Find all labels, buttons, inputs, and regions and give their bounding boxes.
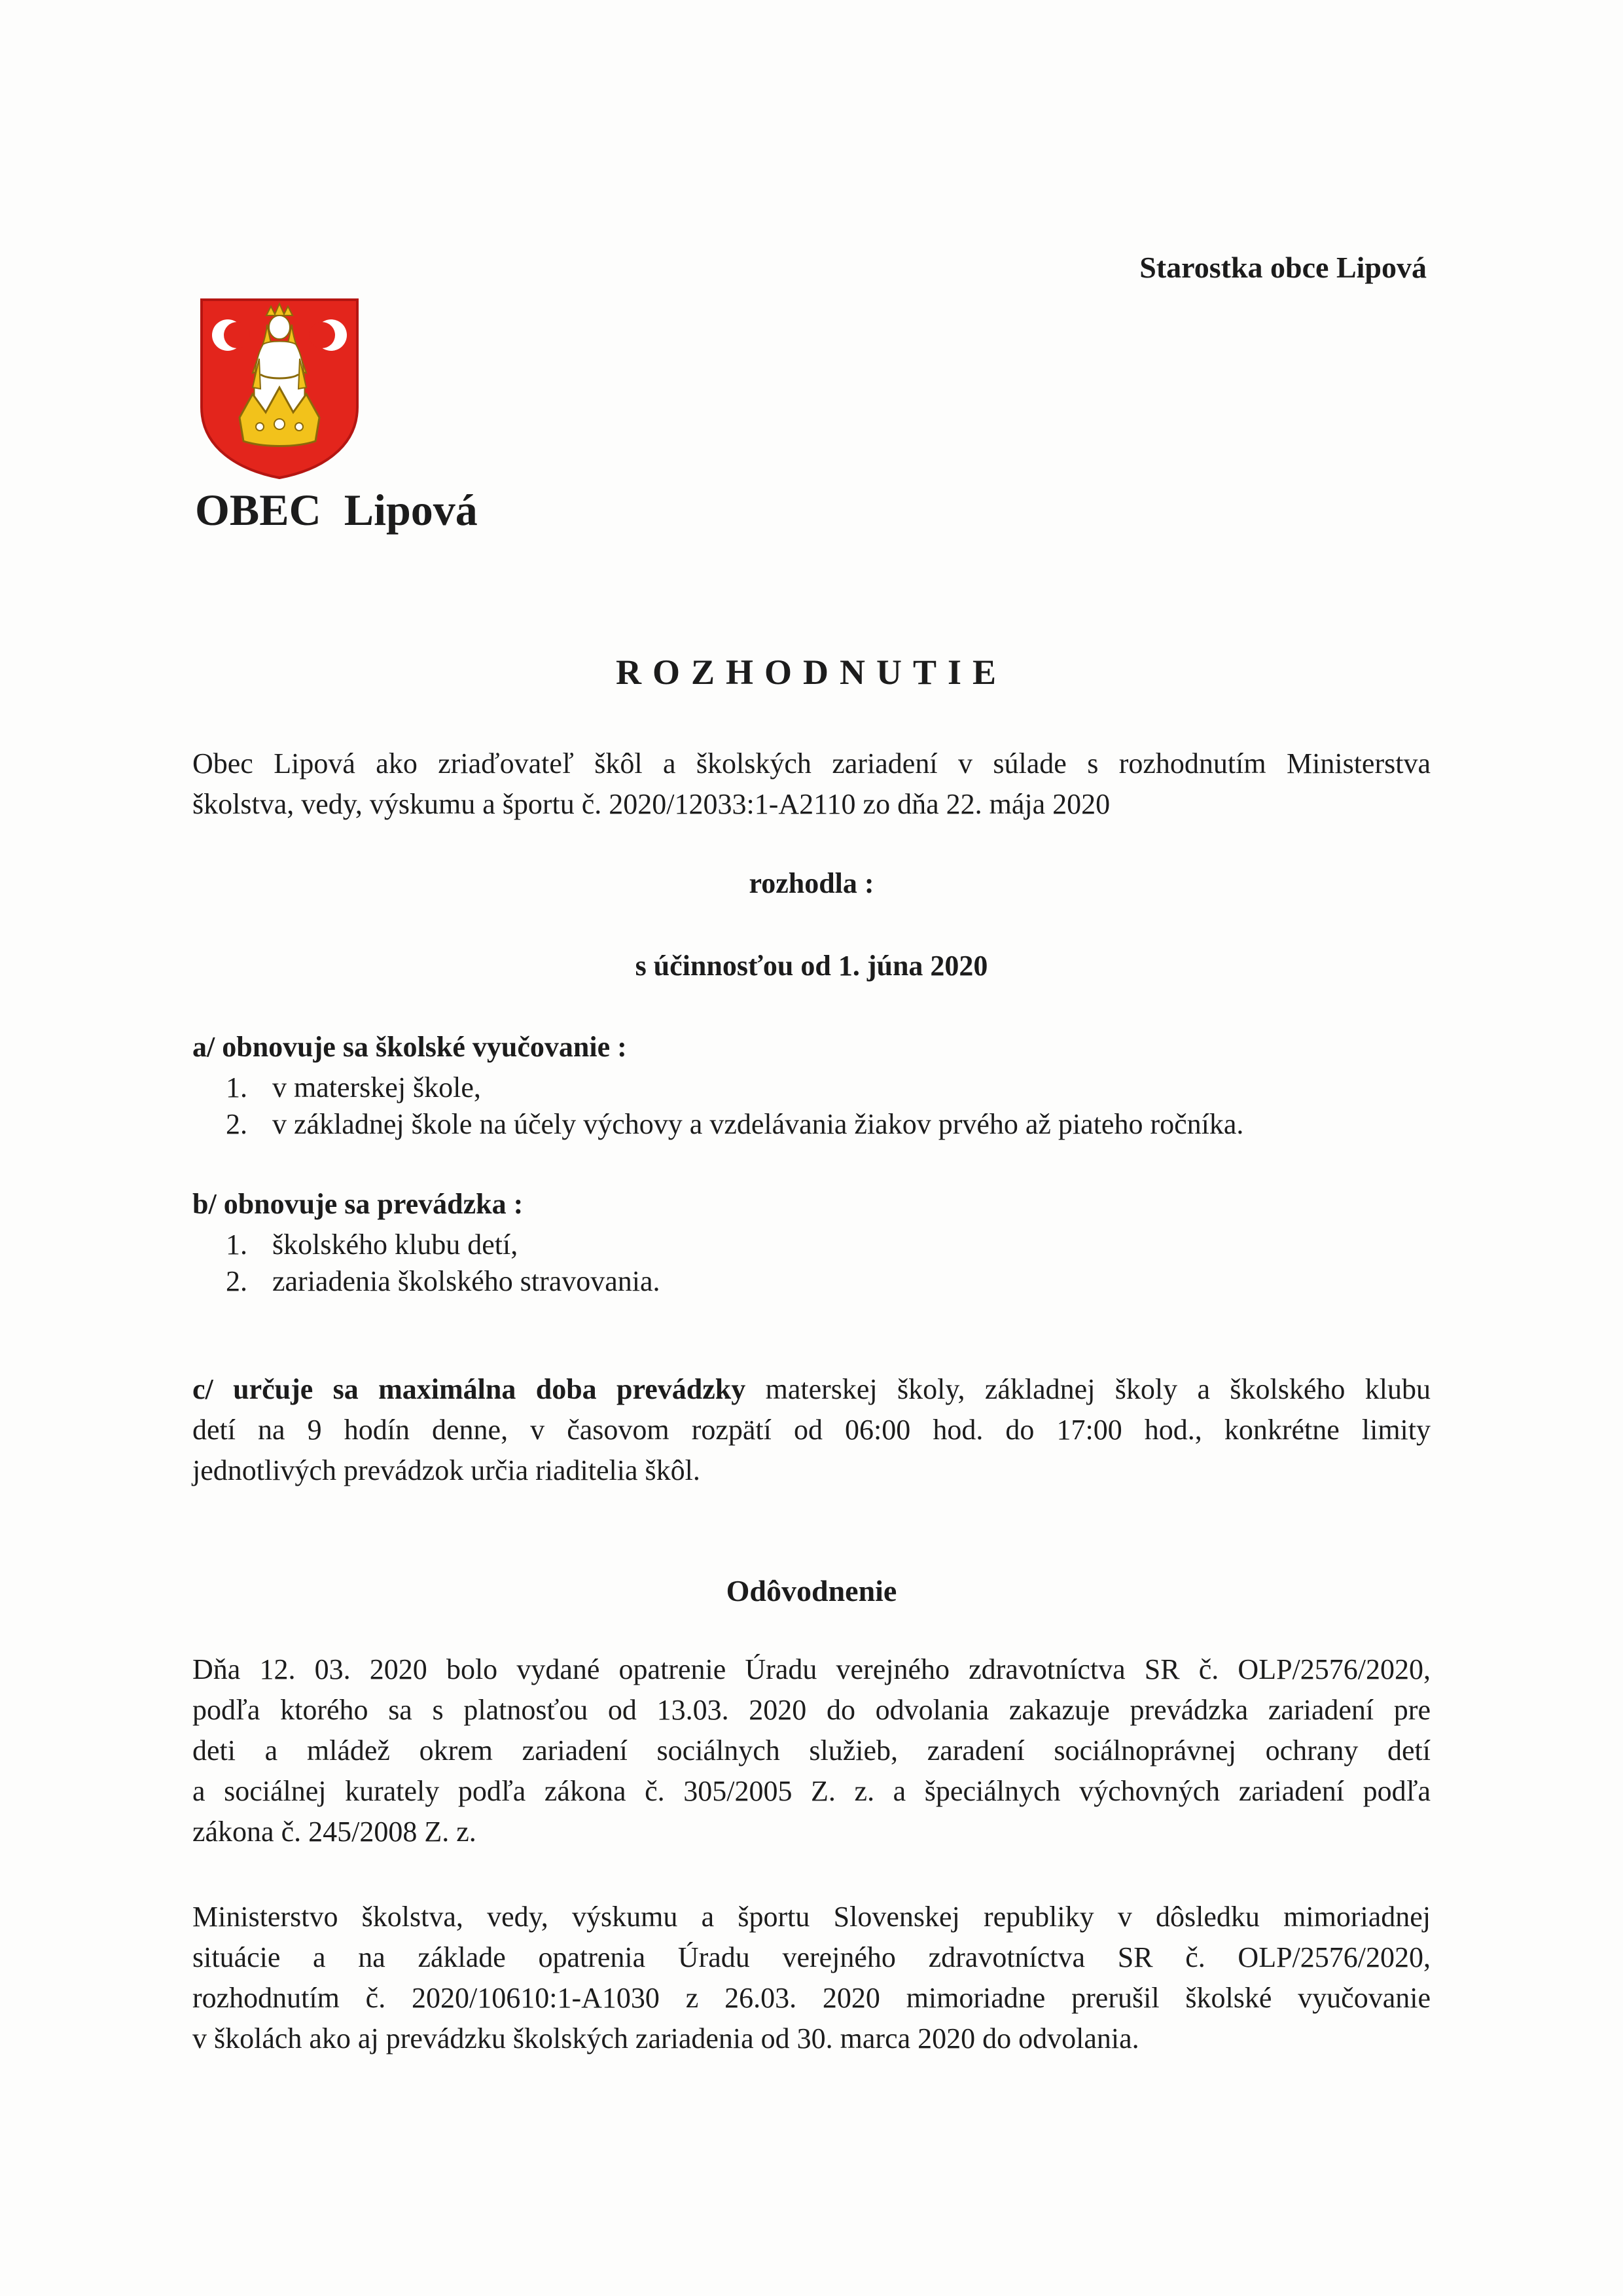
section-c-lead: c/ určuje sa maximálna doba prevádzky	[192, 1373, 746, 1405]
decided-heading: rozhodla :	[749, 867, 874, 899]
effective-date: s účinnosťou od 1. júna 2020	[635, 950, 988, 982]
coat-of-arms-icon	[198, 296, 361, 480]
list-number: 2.	[226, 1108, 247, 1140]
section-c-line: jednotlivých prevádzok určia riaditelia škôl.	[192, 1454, 700, 1486]
intro-paragraph	[192, 744, 1431, 825]
justification-paragraph-1	[192, 1649, 1431, 1852]
paragraph-line: Ministerstvo školstva, vedy, výskumu a športu Slovenskej republiky v dôsledku mimoriadnej	[192, 1901, 1431, 1933]
crest-image	[198, 296, 361, 480]
list-text: zariadenia školského stravovania.	[272, 1265, 660, 1297]
paragraph-line: situácie a na základe opatrenia Úradu verejného zdravotníctva SR č. OLP/2576/2020,	[192, 1941, 1431, 1973]
justification-title: Odôvodnenie	[726, 1574, 897, 1607]
list-text: v základnej škole na účely výchovy a vzdelávania žiakov prvého až piateho ročníka.	[272, 1108, 1244, 1140]
intro-line: školstva, vedy, výskumu a športu č. 2020/12033:1-A2110 zo dňa 22. mája 2020	[192, 788, 1111, 820]
paragraph-line: podľa ktorého sa s platnosťou od 13.03. 2020 do odvolania zakazuje prevádzka zariadení pre	[192, 1694, 1431, 1726]
paragraph-line: zákona č. 245/2008 Z. z.	[192, 1816, 476, 1848]
paragraph-line: v školách ako aj prevádzku školských zariadenia od 30. marca 2020 do odvolania.	[192, 2022, 1139, 2054]
justification-paragraph-2	[192, 1897, 1431, 2059]
mayor-heading: Starostka obce Lipová	[1139, 251, 1427, 284]
paragraph-line: a sociálnej kurately podľa zákona č. 305/2005 Z. z. a špeciálnych výchovných zariadení podľa	[192, 1775, 1431, 1807]
intro-line: Obec Lipová ako zriaďovateľ škôl a školských zariadení v súlade s rozhodnutím Ministerstva	[192, 747, 1431, 780]
section-b-title: b/ obnovuje sa prevádzka :	[192, 1188, 524, 1220]
list-text: v materskej škole,	[272, 1071, 481, 1103]
section-c-rest: materskej školy, základnej školy a školského klubu	[745, 1373, 1431, 1405]
list-text: školského klubu detí,	[272, 1229, 518, 1261]
paragraph-line: rozhodnutím č. 2020/10610:1-A1030 z 26.03. 2020 mimoriadne prerušil školské vyučovanie	[192, 1982, 1431, 2014]
list-number: 2.	[226, 1265, 247, 1297]
section-c-line	[192, 1369, 1431, 1410]
paragraph-line: deti a mládež okrem zariadení sociálnych služieb, zaradení sociálnoprávnej ochrany detí	[192, 1734, 1431, 1767]
section-a-title: a/ obnovuje sa školské vyučovanie :	[192, 1031, 627, 1063]
list-number: 1.	[226, 1071, 247, 1103]
section-c-line: detí na 9 hodín denne, v časovom rozpätí od 06:00 hod. do 17:00 hod., konkrétne limity	[192, 1414, 1431, 1446]
section-c-paragraph	[192, 1369, 1431, 1491]
paragraph-line: Dňa 12. 03. 2020 bolo vydané opatrenie Úradu verejného zdravotníctva SR č. OLP/2576/2020,	[192, 1653, 1431, 1685]
list-number: 1.	[226, 1229, 247, 1261]
document-title: ROZHODNUTIE	[615, 653, 1008, 692]
municipality-name: OBEC Lipová	[195, 485, 478, 535]
